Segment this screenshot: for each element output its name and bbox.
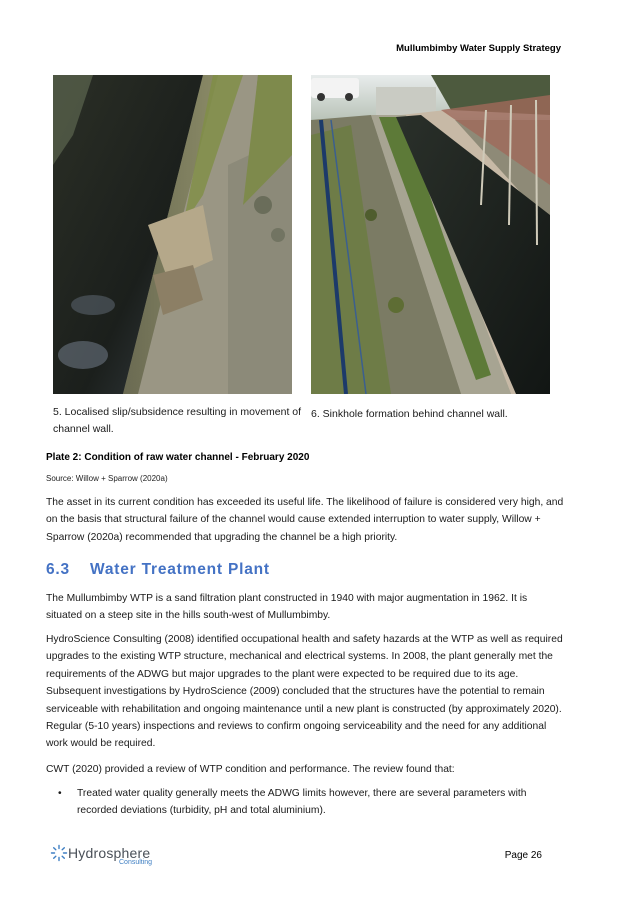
- paragraph-hydroscience-review: HydroScience Consulting (2008) identified occupational health and safety hazards at the WTP as well as required upgrades to the existing WTP structure, mechanical and electrical systems. In 2008, the plant generally met the requirements of the ADWG but major upgrades to the plant were expected to be required due to its age. Subsequent investigations by HydroScience (2009) concluded that the structures have the potential to remain serviceable with rehabilitation and ongoing maintenance until a new plant is constructed (by approximately 2020). Regular (5-10 years) inspections and reviews to confirm ongoing serviceability and the need for any additional work would be required.: [46, 634, 563, 750]
- paragraph-asset-condition: The asset in its current condition has exceeded its useful life. The likelihood of failure is considered very high, and on the basis that structural failure of the channel would cause extended interruption to water supply, Willow + Sparrow (2020a) recommended that upgrading the channel be a high priority.: [46, 497, 564, 543]
- paragraph-cwt-review: CWT (2020) provided a review of WTP condition and performance. The review found that:: [46, 764, 455, 775]
- section-heading: [46, 561, 270, 579]
- photo-caption-6: 6. Sinkhole formation behind channel wall.: [311, 408, 508, 420]
- logo-name: Hydrosphere: [68, 845, 151, 861]
- hydrosphere-logo-icon: [50, 844, 68, 862]
- section-title: Water Treatment Plant: [90, 561, 270, 578]
- paragraph-wtp-description: The Mullumbimby WTP is a sand filtration plant constructed in 1940 with major augmentation in 1962. It is situated on a steep site in the hills south-west of Mullumbimby.: [46, 593, 528, 622]
- photo-caption-5: 5. Localised slip/subsidence resulting in movement of channel wall.: [53, 406, 302, 435]
- logo-subtitle: Consulting: [119, 859, 153, 866]
- channel-sinkhole-photo: [311, 75, 550, 394]
- section-number: 6.3: [46, 561, 70, 578]
- page-number: Page 26: [504, 850, 542, 861]
- channel-slip-photo: [53, 75, 292, 394]
- bullet-text: Treated water quality generally meets the ADWG limits however, there are several parameters with recorded deviations (turbidity, pH and total aluminium).: [77, 788, 527, 817]
- plate-title: Plate 2: Condition of raw water channel - February 2020: [46, 452, 310, 463]
- bullet-marker: •: [58, 788, 62, 799]
- running-header-title: Mullumbimby Water Supply Strategy: [396, 43, 561, 54]
- hydrosphere-logo: [50, 844, 170, 868]
- plate-source: Source: Willow + Sparrow (2020a): [46, 474, 168, 483]
